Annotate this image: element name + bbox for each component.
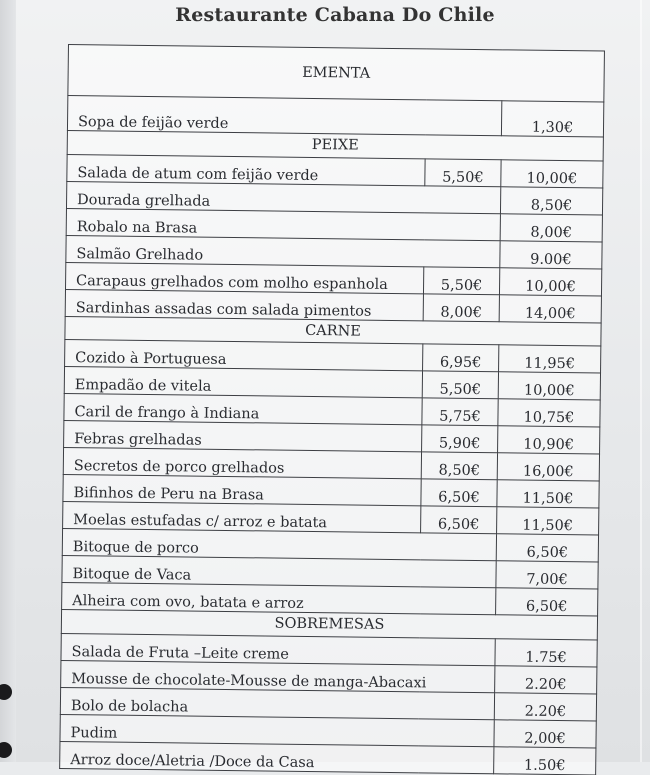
item-price: 10,00€ (499, 267, 601, 295)
item-name: Caril de frango à Indiana (64, 394, 422, 425)
menu-table-body (60, 45, 605, 775)
menu-item-row (60, 741, 596, 775)
item-price-half: 8,00€ (423, 293, 499, 321)
item-name: Robalo na Brasa (66, 208, 500, 240)
section-title: PEIXE (67, 130, 603, 160)
item-name: Bolo de bolacha (60, 687, 494, 719)
item-price: 8,50€ (500, 186, 602, 214)
item-name: Sardinhas assadas com salada pimentos (65, 289, 423, 320)
item-name: Salmão Grelhado (66, 235, 500, 267)
section-title: SOBREMESAS (61, 610, 597, 640)
item-name: Arroz doce/Aletria /Doce da Casa (60, 741, 494, 773)
plastic-sleeve-edge (640, 0, 642, 762)
item-name: Pudim (60, 714, 494, 746)
item-price: 10,00€ (498, 372, 600, 400)
menu-sheet (59, 44, 604, 774)
menu-row-soup (67, 96, 603, 138)
item-price-half: 6,50€ (421, 479, 497, 507)
menu-heading: EMENTA (68, 45, 605, 103)
item-price: 10,75€ (498, 399, 600, 427)
binder-hole (0, 742, 12, 758)
item-price-half: 8,50€ (421, 452, 497, 480)
item-name: Alheira com ovo, batata e arroz (62, 583, 496, 615)
item-price: 9.00€ (500, 240, 602, 268)
item-price: 8,00€ (500, 213, 602, 241)
item-price: 14,00€ (499, 294, 601, 322)
item-name: Sopa de feijão verde (67, 96, 501, 136)
item-name: Bitoque de porco (62, 529, 496, 561)
item-price: 1.75€ (495, 639, 597, 667)
item-price-half: 5,90€ (422, 425, 498, 453)
item-price: 16,00€ (497, 453, 599, 481)
item-price: 2.20€ (495, 666, 597, 694)
menu-heading-row (68, 45, 605, 103)
item-price-half: 6,50€ (421, 506, 497, 534)
item-name: Febras grelhadas (64, 421, 422, 452)
item-name: Empadão de vitela (64, 367, 422, 398)
item-price-half: 5,75€ (422, 398, 498, 426)
item-name: Dourada grelhada (66, 181, 500, 213)
item-name: Bitoque de Vaca (62, 556, 496, 588)
menu-table (59, 44, 605, 775)
item-name: Moelas estufadas c/ arroz e batata (63, 502, 421, 533)
restaurant-title: Restaurante Cabana Do Chile (175, 4, 495, 26)
item-name: Salada de Fruta –Leite creme (61, 633, 495, 665)
item-price: 2.20€ (494, 693, 596, 721)
item-price: 1.50€ (494, 747, 596, 775)
item-name: Mousse de chocolate-Mousse de manga-Abacaxi (61, 660, 495, 692)
item-price: 11,50€ (497, 507, 599, 535)
item-price: 11,50€ (497, 480, 599, 508)
item-name: Secretos de porco grelhados (63, 448, 421, 479)
item-price: 6,50€ (496, 588, 598, 616)
item-price-half: 5,50€ (425, 158, 501, 186)
item-name: Salada de atum com feijão verde (67, 154, 425, 185)
item-name: Bifinhos de Peru na Brasa (63, 475, 421, 506)
section-title: CARNE (65, 316, 601, 346)
item-price-half: 5,50€ (422, 371, 498, 399)
item-name: Carapaus grelhados com molho espanhola (66, 262, 424, 293)
item-price: 6,50€ (496, 534, 598, 562)
item-price: 11,95€ (499, 345, 601, 373)
item-price: 2,00€ (494, 720, 596, 748)
item-price-half: 5,50€ (423, 266, 499, 294)
item-price: 7,00€ (496, 561, 598, 589)
binder-hole (0, 684, 12, 700)
item-price: 10,00€ (501, 159, 603, 187)
item-price: 10,90€ (498, 426, 600, 454)
binder-strip (0, 0, 16, 762)
item-price: 1,30€ (501, 101, 603, 137)
item-name: Cozido à Portuguesa (65, 340, 423, 371)
item-price-half: 6,95€ (423, 344, 499, 372)
